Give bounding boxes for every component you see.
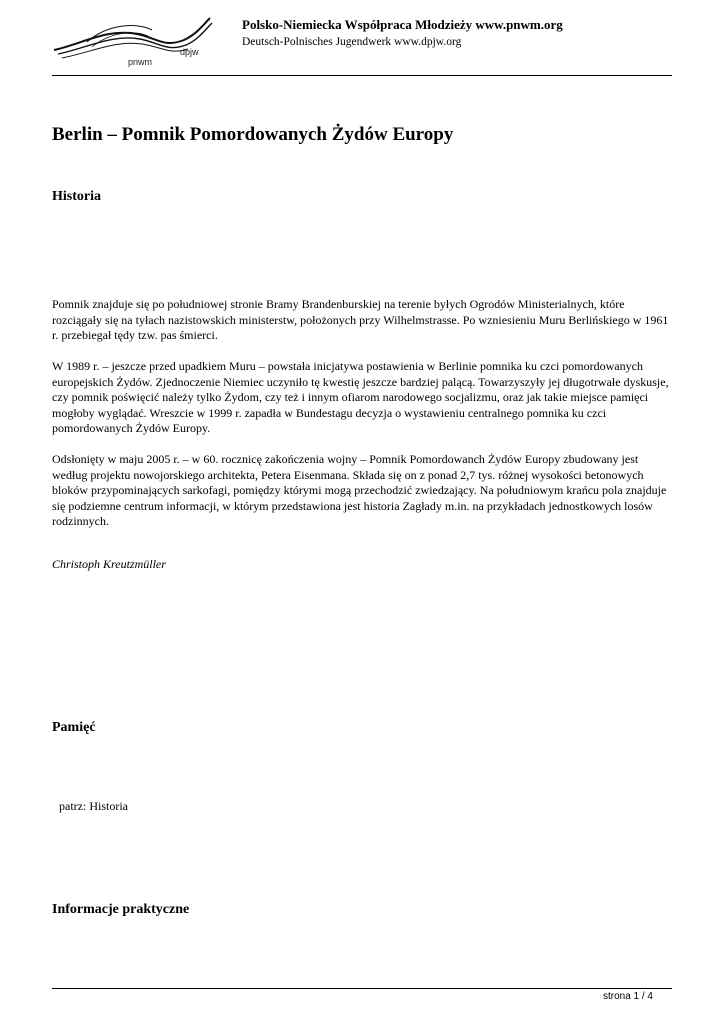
header-org-sub: Deutsch-Polnisches Jugendwerk www.dpjw.org [242, 36, 462, 48]
pamiec-text: patrz: Historia [59, 799, 128, 813]
page-number: strona 1 / 4 [602, 991, 653, 1002]
section-heading-pamiec: Pamięć [52, 720, 96, 735]
section-heading-informacje: Informacje praktyczne [52, 902, 190, 917]
footer-divider [52, 988, 672, 989]
header-org-name: Polsko-Niemiecka Współpraca Młodzieży www.pnwm.org [242, 17, 563, 32]
historia-paragraph-3: Odsłonięty w maju 2005 r. – w 60. rocznicę zakończenia wojny – Pomnik Pomordowanch Żydów Europy zbudowany jest według projektu nowojorskiego architekta, Petera Eisenmana. Składa się on z ponad 2,7 tys. różnej wysokości betonowych bloków przypominających sarkofagi, pomiędzy którymi mogą przechodzić zwiedzający. Na południowym krańcu pola znajduje się podziemne centrum informacji, w którym przedstawiona jest historia Zagłady m.in. na przykładach jednostkowych losów rodzinnych. [52, 452, 667, 529]
author-name: Christoph Kreutzmüller [52, 557, 166, 571]
page-title: Berlin – Pomnik Pomordowanych Żydów Europy [52, 124, 454, 145]
logo-text-dpjw: dpjw [180, 47, 199, 57]
historia-paragraph-1: Pomnik znajduje się po południowej stronie Bramy Brandenburskiej na terenie byłych Ogrodów Ministerialnych, które rozciągały się na tyłach nazistowskich ministerstw, położonych przy Wilhelmstrasse. Po wzniesieniu Muru Berlińskiego w 1961 r. przebiegał tędy tzw. pas śmierci. [52, 297, 669, 343]
section-heading-historia: Historia [52, 189, 101, 204]
dpjw-pnwm-logo [52, 14, 217, 70]
header-divider [52, 75, 672, 76]
logo-text-pnwm: pnwm [128, 57, 153, 67]
historia-paragraph-2: W 1989 r. – jeszcze przed upadkiem Muru – powstała inicjatywa postawienia w Berlinie pomnika ku czci pomordowanych europejskich Żydów. Zjednoczenie Niemiec uczyniło tę kwestię jeszcze bardziej palącą. Towarzyszyły jej długotrwałe dyskusje, czy pomnik poświęcić należy tylko Żydom, czy też i innym ofiarom narodowego socjalizmu, oraz jak takie miejsce pamięci mogłoby wyglądać. Wreszcie w 1999 r. zapadła w Bundestagu decyzja o wystawieniu centralnego pomnika ku czci pomordowanych Żydów Europy. [52, 359, 669, 436]
